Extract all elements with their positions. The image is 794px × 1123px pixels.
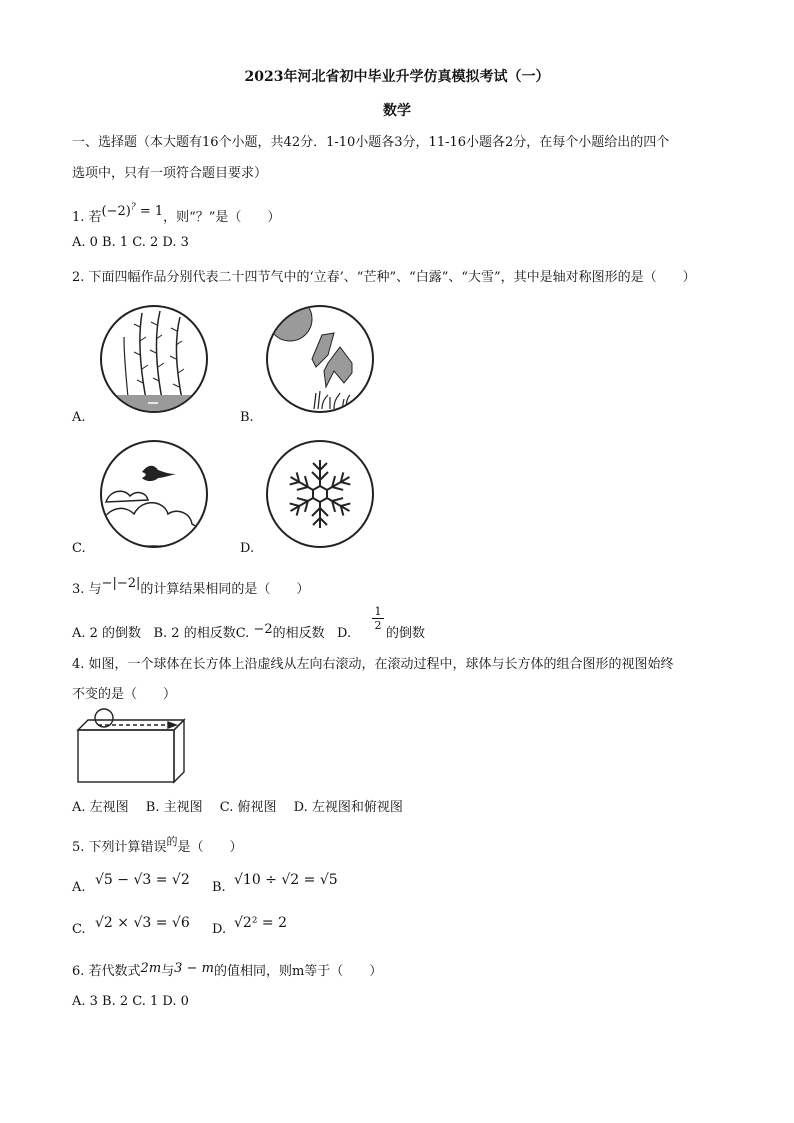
question-4-line1: 4. 如图，一个球体在长方体上沿虚线从左向右滚动，在滚动过程中，球体与长方体的组合图形的视图始终 [72,657,674,672]
q5-text: 5. 下列计算错误 [72,840,167,855]
q1-eq: = 1 [135,204,164,219]
q3-option-d-suffix: 的倒数 [386,626,426,641]
figure-d-daxue [266,440,374,548]
q3-option-b: B. 2 的相反数C. [153,626,250,641]
question-4-line2: 不变的是（ ） [72,687,177,702]
q3-option-a: A. 2 的倒数 [72,626,142,641]
page-title: 2023年河北省初中毕业升学仿真模拟考试（一） [244,69,550,85]
section-intro-line2: 选项中，只有一项符合题目要求） [72,166,268,181]
q1-options: A. 0 B. 1 C. 2 D. 3 [72,235,189,250]
section-intro-line1: 一、选择题（本大题有16个小题，共42分．1-10小题各3分，11-16小题各2分，在每个小题给出的四个 [72,135,670,150]
q3-fraction [372,605,384,632]
figure-c-drawing [102,442,206,546]
q6-prefix: 6. 若代数式 [72,964,141,979]
q5-label-c: C. [72,922,86,937]
q5-option-a: √5 − √3 = √2 [95,872,190,888]
q6-suffix: 的值相同，则m等于（ ） [213,964,383,979]
q2-label-a: A. [72,410,86,425]
question-6 [72,960,382,979]
q3-expr: −|−2| [101,576,141,591]
question-5 [72,836,243,855]
q5-label-d: D. [212,922,227,937]
q3-frac-den: 2 [372,618,384,632]
q4-options: A. 左视图 B. 主视图 C. 俯视图 D. 左视图和俯视图 [72,800,403,815]
q1-expr [102,204,164,219]
q3-frac-num: 1 [374,605,382,618]
q2-label-c: C. [72,541,86,556]
q6-expr2: 3 − m [174,961,214,976]
q5-label-b: B. [212,880,226,895]
question-1 [72,202,281,225]
q5-label-a: A. [72,880,86,895]
q1-exponent: ? [130,202,136,213]
q5-option-b: √10 ÷ √2 = √5 [234,872,338,888]
q2-label-b: B. [240,410,254,425]
q1-base: (−2) [101,204,131,219]
q2-label-d: D. [240,541,255,556]
question-3 [72,578,309,597]
q5-option-d: √2² = 2 [234,915,287,931]
q3-option-c-suffix: 的相反数 [272,626,325,641]
q1-suffix: ，则“？”是（ ） [163,210,281,225]
q5-option-c: √2 × √3 = √6 [95,915,190,931]
q6-mid: 与 [161,964,175,979]
q3-option-d: D. [337,626,352,641]
q3-options [72,622,351,641]
q3-prefix: 3. 与 [72,582,102,597]
q5-text2: 是（ ） [177,840,243,855]
figure-ball-on-box [72,704,192,792]
subject-title: 数学 [383,103,411,119]
ball-box-drawing [72,704,192,788]
figure-a-lichun [100,305,208,413]
q3-suffix: 的计算结果相同的是（ ） [140,582,310,597]
q3-option-c-expr: −2 [253,622,273,637]
q1-prefix: 1. 若 [72,210,102,225]
figure-b-mangzhong [266,305,374,413]
q5-mark: 的 [166,835,178,848]
q6-options: A. 3 B. 2 C. 1 D. 0 [72,994,189,1009]
figure-c-bailu [100,440,208,548]
snowflake-icon [268,442,372,546]
q6-expr1: 2m [140,961,162,976]
question-2: 2. 下面四幅作品分别代表二十四节气中的‘立春’、“芒种”、“白露”、“大雪”，其中是轴对称图形的是（ ） [72,270,696,285]
figure-b-drawing [268,307,372,411]
figure-a-drawing [102,307,206,411]
